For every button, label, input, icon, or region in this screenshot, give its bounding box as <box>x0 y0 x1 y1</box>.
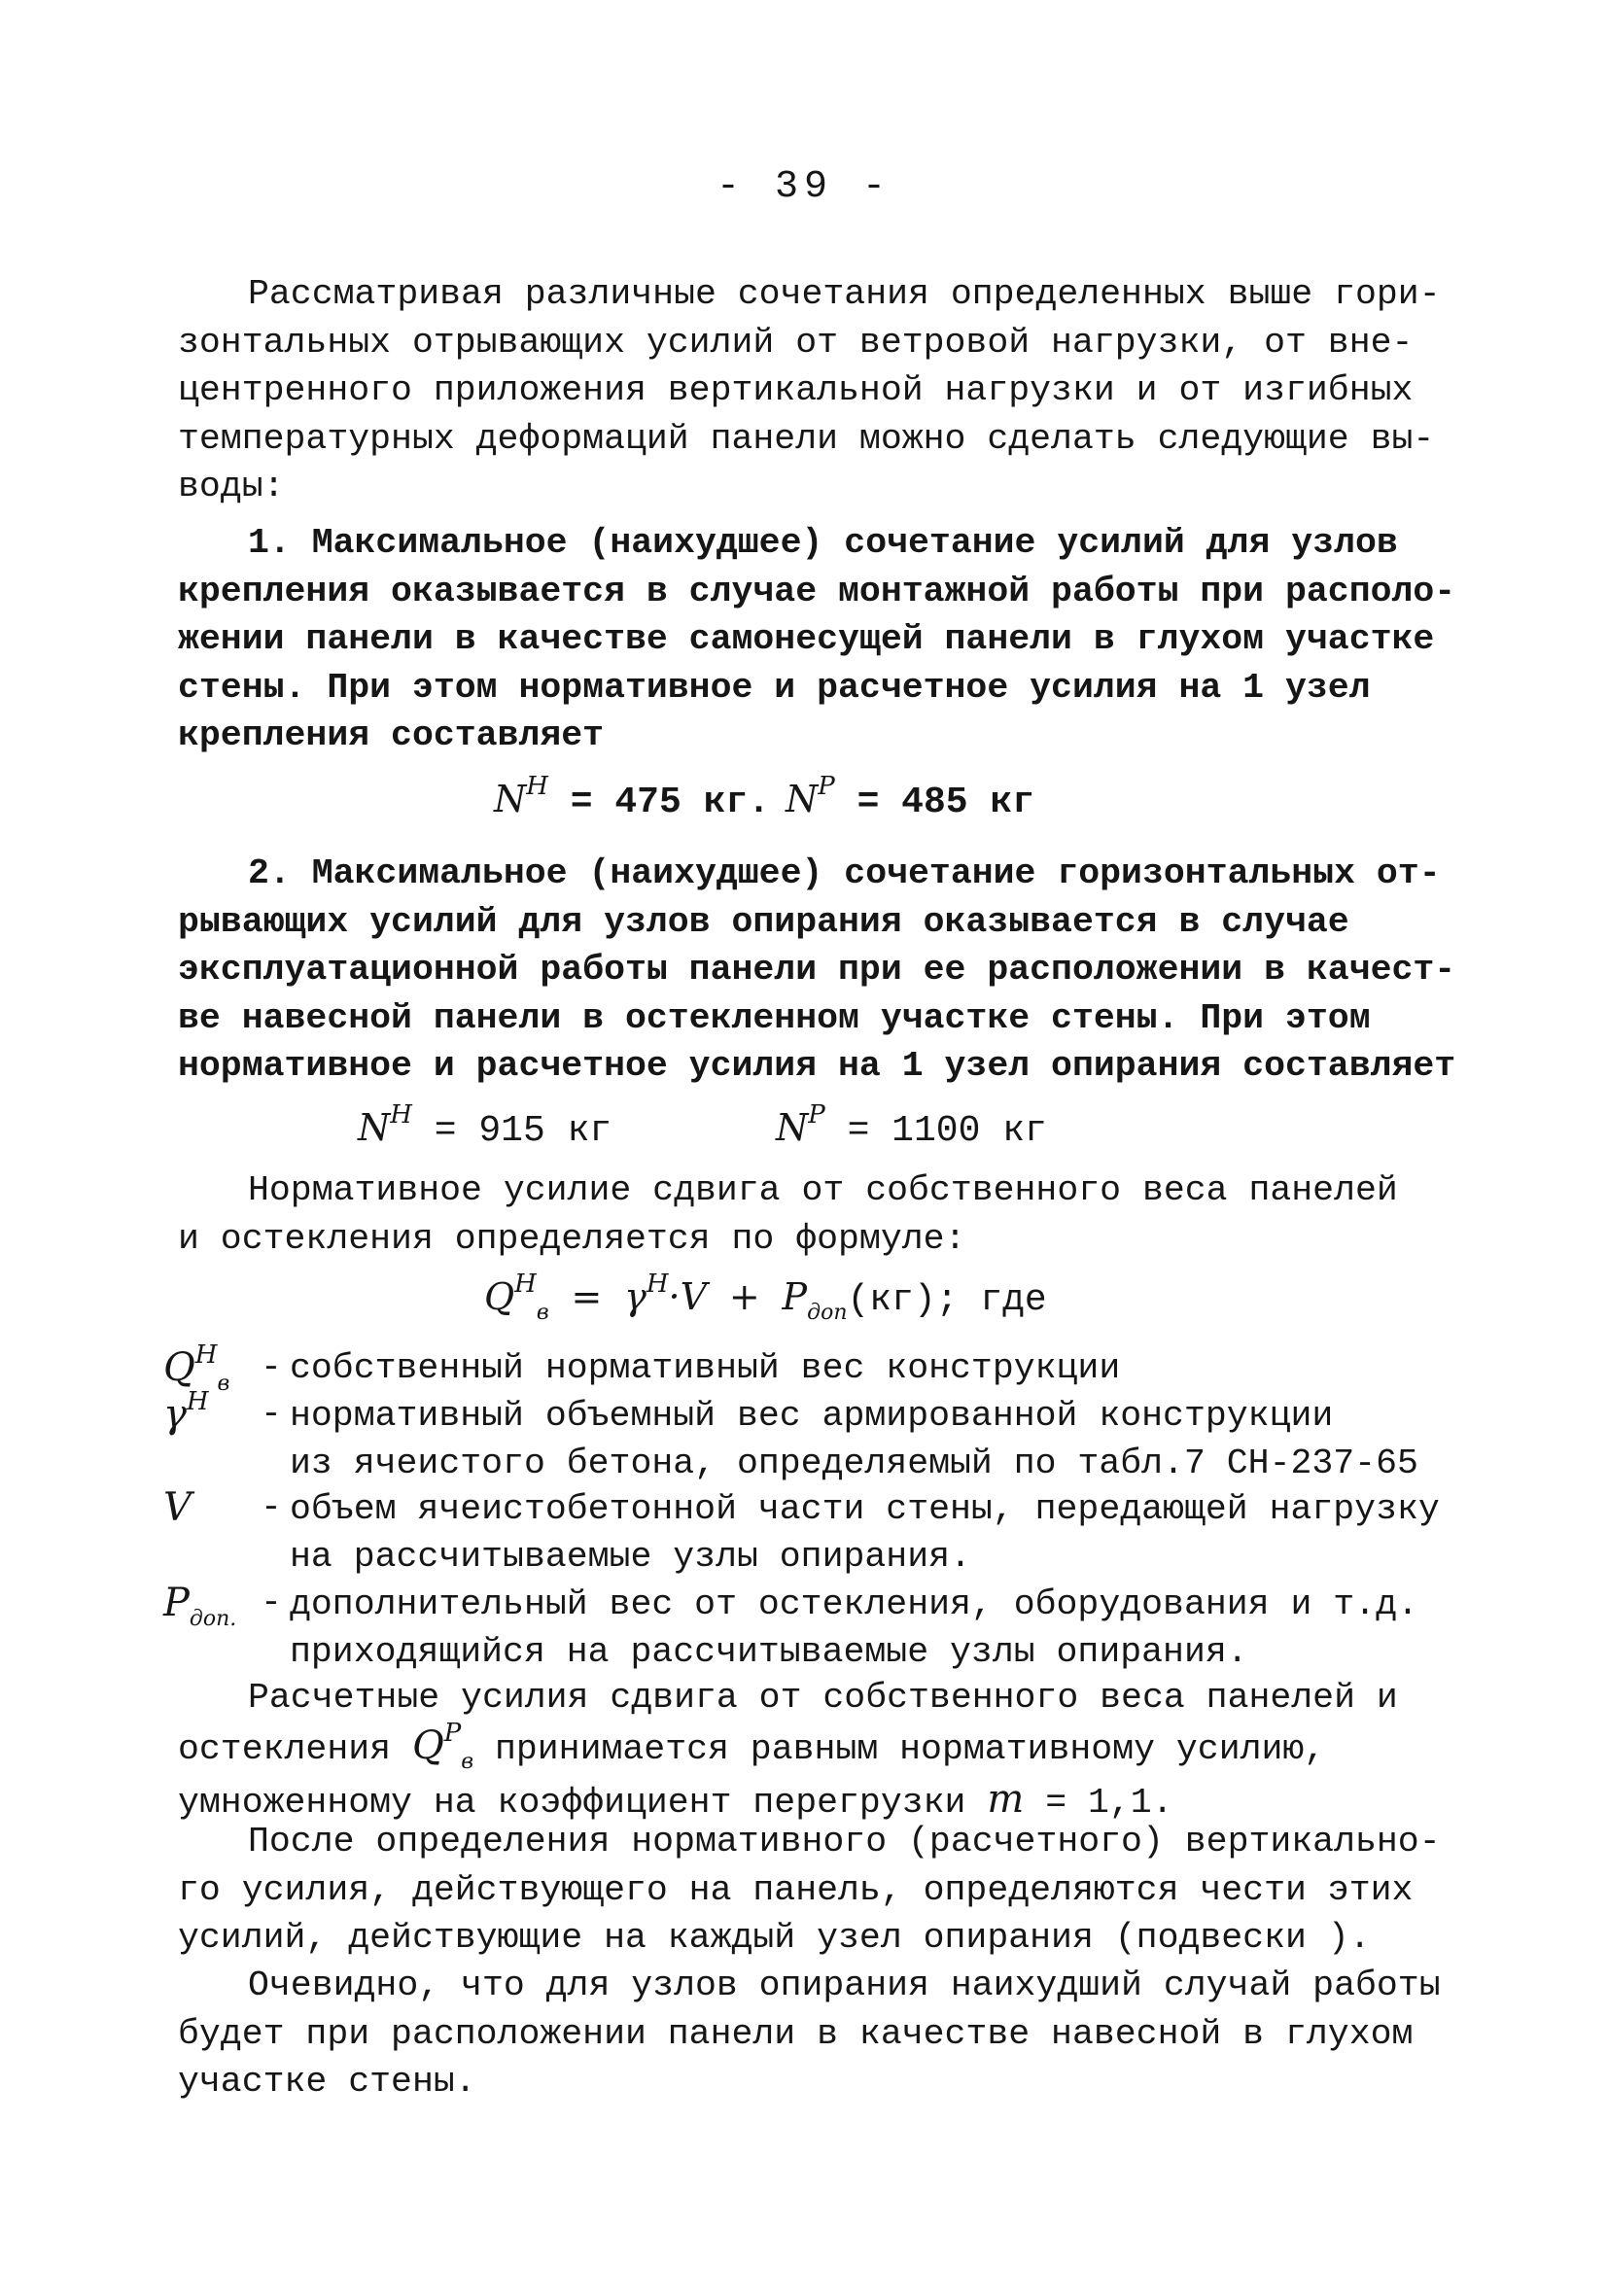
definition-symbol-q: $Q^Н_в$ <box>163 1340 230 1396</box>
after-paragraph <box>178 1818 1461 1963</box>
text-line: усилий, действующие на каждый узел опирания (подвески ). <box>178 1918 1371 1958</box>
definition-symbol-v: V <box>163 1485 192 1530</box>
text-line: Нормативное усилие сдвига от собственного веса панелей <box>248 1170 1398 1210</box>
formula-design-force-2: $N^Р = 1100$ кг <box>776 1100 1047 1152</box>
text-line: стены. При этом нормативное и расчетное усилия на 1 узел <box>178 667 1371 708</box>
text-line: участке стены. <box>178 2062 476 2102</box>
definition-text-gamma: нормативный объемный вес армированной конструкции из ячеистого бетона, определяемый по табл.7 СН-237-65 <box>290 1396 1418 1483</box>
text-line: эксплуатационной работы панели при ее расположении в качест- <box>178 950 1456 990</box>
text-line: ве навесной панели в остекленном участке стены. При этом <box>178 997 1371 1038</box>
text-line: рывающих усилий для узлов опирания оказывается в случае <box>178 901 1349 942</box>
text-line: Расчетные усилия сдвига от собственного веса панелей и <box>248 1678 1398 1718</box>
definition-symbol-p: $P_{доп.}$ <box>163 1581 237 1631</box>
definition-symbol-gamma: $\gamma^Н$ <box>163 1387 209 1437</box>
text-line: остекления $Q^Р_в$ принимается равным нормативному усилию, <box>178 1718 1326 1774</box>
shear-intro-paragraph <box>178 1166 1461 1263</box>
formula-normative-force-1: $N^Н = 475$ кг. <box>494 772 770 823</box>
text-line: зонтальных отрывающих усилий от ветровой нагрузки, от вне- <box>178 322 1414 363</box>
definition-dash: - <box>261 1347 282 1387</box>
text-line: температурных деформаций панели можно сделать следующие вы- <box>178 418 1435 459</box>
last-paragraph <box>178 1962 1461 2106</box>
item-1-paragraph <box>178 519 1461 760</box>
text-line: воды: <box>178 467 285 506</box>
text-line: жении панели в качестве самонесущей панели в глухом участке <box>178 619 1435 659</box>
definition-dash: - <box>261 1487 282 1527</box>
formula-normative-force-2: $N^Н = 915$ кг <box>358 1100 612 1152</box>
definition-dash: - <box>261 1394 282 1434</box>
text-line: Рассматривая различные сочетания определенных выше гори- <box>248 274 1441 314</box>
text-line: нормативное и расчетное усилия на 1 узел опирания составляет <box>178 1046 1456 1086</box>
formula-design-force-1: $N^Р = 485$ кг <box>786 772 1034 823</box>
definition-text-v: объем ячеистобетонной части стены, передающей нагрузку на рассчитываемые узлы опирания. <box>290 1489 1440 1577</box>
text-line: После определения нормативного (расчетного) вертикально- <box>248 1822 1441 1861</box>
text-line: го усилия, действующего на панель, определяются чести этих <box>178 1869 1414 1910</box>
item-2-paragraph <box>178 850 1461 1091</box>
definition-text-q: собственный нормативный вес конструкции <box>290 1348 1121 1388</box>
text-line: 2. Максимальное (наихудшее) сочетание горизонтальных от- <box>248 853 1441 893</box>
definition-dash: - <box>261 1583 282 1622</box>
definition-text-p: дополнительный вес от остекления, оборудования и т.д. приходящийся на рассчитываемые узлы опирания. <box>290 1584 1418 1672</box>
text-line: крепления составляет <box>178 715 605 755</box>
intro-paragraph <box>178 270 1461 511</box>
formula-shear-force: $Q^Н_в = \gamma^Н\cdot V + P_{доп}(кг)$; где <box>484 1270 1047 1325</box>
text-line: центренного приложения вертикальной нагрузки и от изгибных <box>178 370 1414 410</box>
page-number: - 39 - <box>716 165 892 209</box>
text-line: будет при расположении панели в качестве навесной в глухом <box>178 2013 1414 2054</box>
text-line: и остекления определяется по формуле: <box>178 1218 966 1259</box>
text-line: умноженному на коэффициент перегрузки m = 1,1. <box>178 1777 1173 1823</box>
text-line: 1. Максимальное (наихудшее) сочетание усилий для узлов <box>248 523 1398 563</box>
text-line: Очевидно, что для узлов опирания наихудший случай работы <box>248 1966 1441 2005</box>
calc-paragraph <box>178 1674 1461 1827</box>
text-line: крепления оказывается в случае монтажной работы при располо- <box>178 571 1456 611</box>
